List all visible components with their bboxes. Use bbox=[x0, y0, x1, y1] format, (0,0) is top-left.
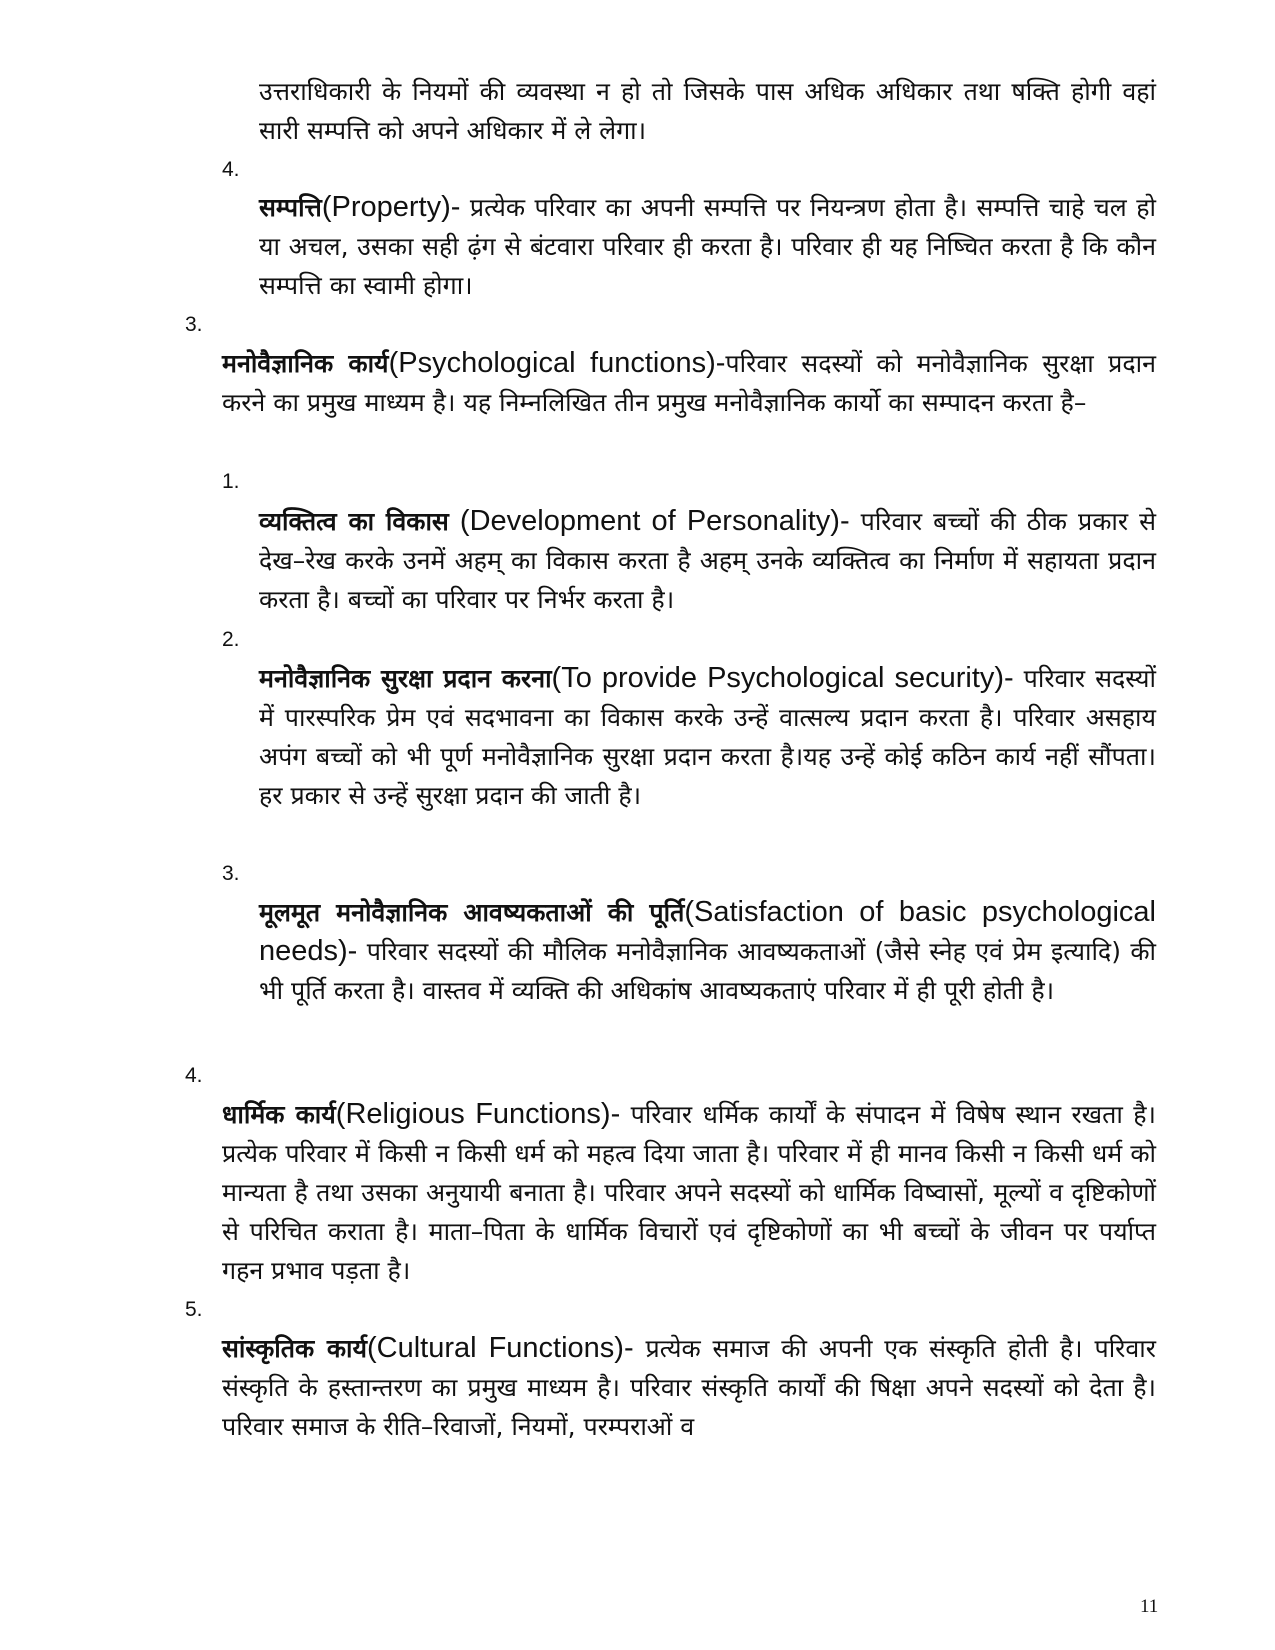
cultural-heading: सांस्कृतिक कार्य bbox=[222, 1334, 368, 1363]
list-number-5: 5. bbox=[185, 1298, 203, 1321]
security-text: परिवार सदस्यों में पारस्परिक प्रेम एवं सदभावना का विकास करके उन्हें वात्सल्य प्रदान करता है। परिवार असहाय अपंग बच्चों को भी पूर्ण मनोवैज्ञानिक सुरक्षा प्रदान करता है।यह उन्हें कोई कठिन कार्य नहीं सौंपता। हर प्रकार से उन्हें सुरक्षा प्रदान की जाती है। bbox=[259, 664, 1156, 810]
list-number-4-sub: 4. bbox=[222, 158, 240, 181]
cultural-text: प्रत्येक समाज की अपनी एक संस्कृति होती है। परिवार संस्कृति के हस्तान्तरण का प्रमुख माध्यम है। परिवार संस्कृति कार्यों की षिक्षा अपने सदस्यों को देता है। परिवार समाज के रीति–रिवाजों, नियमों, परम्पराओं व bbox=[222, 1334, 1157, 1441]
personality-heading-english: (Development of Personality)- bbox=[448, 505, 850, 537]
psychological-heading-english: (Psychological functions)- bbox=[388, 347, 726, 379]
security-heading-english: (To provide Psychological security)- bbox=[551, 662, 1014, 694]
religious-heading: धार्मिक कार्य bbox=[222, 1100, 336, 1129]
continuation-paragraph: उत्तराधिकारी के नियमों की व्यवस्था न हो तो जिसके पास अधिक अधिकार तथा षक्ति होगी वहां सारी सम्पत्ति को अपने अधिकार में ले लेगा। bbox=[259, 77, 1156, 145]
property-paragraph bbox=[259, 188, 1156, 305]
list-number-3-2: 2. bbox=[222, 628, 240, 651]
property-heading-english: (Property)- bbox=[321, 191, 461, 223]
page-number: 11 bbox=[1140, 1596, 1159, 1617]
religious-functions-paragraph bbox=[222, 1095, 1156, 1290]
list-number-3-1: 1. bbox=[222, 470, 240, 493]
religious-heading-english: (Religious Functions)- bbox=[335, 1098, 621, 1130]
basic-needs-text: परिवार सदस्यों की मौलिक मनोवैज्ञानिक आवष्यकताओं (जैसे स्नेह एवं प्रेम इत्यादि) की भी पूर्ति करता है। वास्तव में व्यक्ति की अधिकांष आवष्यकताएं परिवार में ही पूरी होती है। bbox=[259, 937, 1156, 1005]
psychological-heading: मनोवैज्ञानिक कार्य bbox=[222, 349, 389, 378]
list-number-3-3: 3. bbox=[222, 862, 240, 885]
property-text: प्रत्येक परिवार का अपनी सम्पत्ति पर नियन्त्रण होता है। सम्पत्ति चाहे चल हो या अचल, उसका सही ढ़ंग से बंटवारा परिवार ही करता है। परिवार ही यह निष्चित करता है कि कौन सम्पत्ति का स्वामी होगा। bbox=[259, 193, 1156, 300]
psychological-text: परिवार सदस्यों को मनोवैज्ञानिक सुरक्षा प्रदान करने का प्रमुख माध्यम है। यह निम्नलिखित तीन प्रमुख मनोवैज्ञानिक कार्यो का सम्पादन करता है– bbox=[222, 349, 1156, 417]
security-paragraph bbox=[259, 659, 1156, 815]
security-heading: मनोवैज्ञानिक सुरक्षा प्रदान करना bbox=[259, 664, 552, 693]
basic-needs-heading-english: (Satisfaction of basic psychological needs)- bbox=[259, 896, 1156, 967]
cultural-heading-english: (Cultural Functions)- bbox=[367, 1332, 634, 1364]
religious-text: परिवार धर्मिक कार्यों के संपादन में विषेष स्थान रखता है। प्रत्येक परिवार में किसी न किसी धर्म को महत्व दिया जाता है। परिवार में ही मानव किसी न किसी धर्म को मान्यता है तथा उसका अनुयायी बनाता है। परिवार अपने सदस्यों को धार्मिक विष्वासों, मूल्यों व दृष्टिकोणों से परिचित कराता है। माता–पिता के धार्मिक विचारों एवं दृष्टिकोणों का भी बच्चों के जीवन पर पर्याप्त गहन प्रभाव पड़ता है। bbox=[222, 1100, 1156, 1285]
personality-heading: व्यक्तित्व का विकास bbox=[259, 507, 449, 536]
basic-needs-heading: मूलमूत मनोवैज्ञानिक आवष्यकताओं की पूर्ति bbox=[259, 898, 685, 927]
list-number-4: 4. bbox=[185, 1064, 203, 1087]
cultural-functions-paragraph bbox=[222, 1329, 1156, 1446]
property-heading: सम्पत्ति bbox=[259, 193, 322, 222]
list-number-3: 3. bbox=[185, 313, 203, 336]
personality-text: परिवार बच्चों की ठीक प्रकार से देख–रेख करके उनमें अहम् का विकास करता है अहम् उनके व्यक्तित्व का निर्माण में सहायता प्रदान करता है। बच्चों का परिवार पर निर्भर करता है। bbox=[259, 507, 1157, 614]
personality-paragraph bbox=[259, 502, 1156, 619]
basic-needs-paragraph bbox=[259, 893, 1156, 1010]
psychological-functions-paragraph bbox=[222, 344, 1156, 422]
